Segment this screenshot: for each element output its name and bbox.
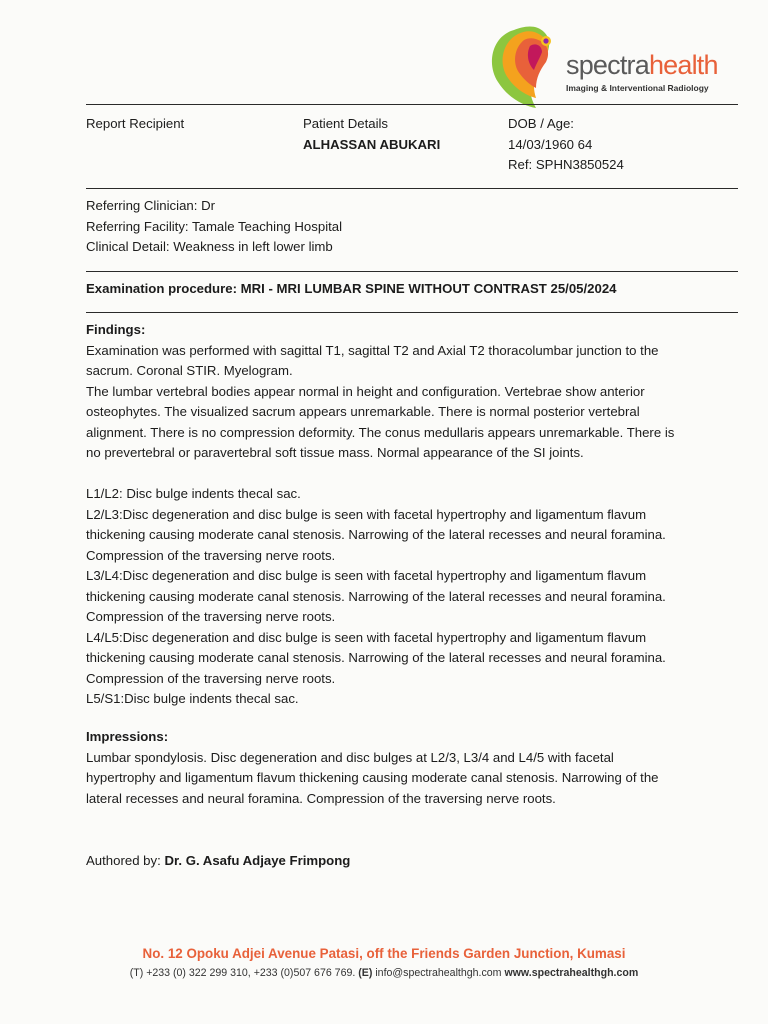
level-finding: L1/L2: Disc bulge indents thecal sac.: [86, 486, 301, 501]
patient-column: [303, 114, 440, 155]
author-name: Dr. G. Asafu Adjaye Frimpong: [164, 853, 351, 868]
findings-line: sacrum. Coronal STIR. Myelogram.: [86, 363, 293, 378]
patient-name: ALHASSAN ABUKARI: [303, 136, 441, 152]
paragraph-gap: [86, 464, 746, 485]
brand-name: spectrahealth: [566, 50, 718, 80]
findings-section: [86, 320, 746, 710]
examination-procedure: Examination procedure: MRI - MRI LUMBAR SPINE WITHOUT CONTRAST 25/05/2024: [86, 281, 617, 296]
findings-heading: Findings:: [86, 322, 146, 337]
impressions-line: Lumbar spondylosis. Disc degeneration and disc bulges at L2/3, L3/4 and L4/5 with facetal: [86, 749, 614, 765]
level-finding: L3/L4:Disc degeneration and disc bulge is seen with facetal hypertrophy and ligamentum flavum: [86, 568, 647, 583]
email-label: (E): [358, 967, 373, 979]
level-finding: L2/L3:Disc degeneration and disc bulge is seen with facetal hypertrophy and ligamentum flavum: [86, 506, 647, 522]
footer-contact: [0, 967, 768, 979]
phone-numbers: +233 (0) 322 299 310, +233 (0)507 676 769.: [143, 967, 356, 979]
impressions-heading: Impressions:: [86, 729, 169, 744]
impressions-line: lateral recesses and neural foramina. Compression of the traversing nerve roots.: [86, 790, 556, 806]
brand-tagline: Imaging & Interventional Radiology: [566, 83, 709, 93]
phone-label: (T): [129, 967, 144, 979]
level-finding: L5/S1:Disc bulge indents thecal sac.: [86, 691, 299, 706]
dob-value: 14/03/1960 64: [508, 136, 593, 152]
author-label: Authored by:: [86, 853, 165, 868]
level-finding: Compression of the traversing nerve roots.: [86, 547, 336, 563]
patient-divider: [86, 188, 738, 189]
level-finding: Compression of the traversing nerve roots.: [86, 609, 336, 624]
referral-block: [86, 196, 746, 258]
footer-address: No. 12 Opoku Adjei Avenue Patasi, off the Friends Garden Junction, Kumasi: [142, 946, 626, 961]
level-finding: thickening causing moderate canal stenosis. Narrowing of the lateral recesses and neural foramina.: [86, 527, 666, 542]
referring-clinician: Referring Clinician: Dr: [86, 198, 215, 213]
recipient-column: [86, 114, 184, 135]
email-address: info@spectrahealthgh.com: [372, 967, 502, 979]
level-finding: thickening causing moderate canal stenosis. Narrowing of the lateral recesses and neural foramina.: [86, 588, 666, 604]
referral-divider: [86, 271, 738, 272]
reference-number: Ref: SPHN3850524: [508, 157, 624, 172]
findings-line: Examination was performed with sagittal T1, sagittal T2 and Axial T2 thoracolumbar junction to the: [86, 342, 659, 358]
clinical-detail: Clinical Detail: Weakness in left lower limb: [86, 239, 333, 254]
logo-swoosh-icon: [484, 24, 564, 114]
impressions-line: hypertrophy and ligamentum flavum thickening causing moderate canal stenosis. Narrowing of the: [86, 770, 659, 785]
header-divider: [86, 104, 738, 105]
level-finding: L4/L5:Disc degeneration and disc bulge is seen with facetal hypertrophy and ligamentum flavum: [86, 629, 647, 645]
findings-line: The lumbar vertebral bodies appear normal in height and configuration. Vertebrae show anterior: [86, 383, 645, 399]
referring-facility: Referring Facility: Tamale Teaching Hospital: [86, 218, 343, 234]
patient-label: Patient Details: [303, 116, 389, 131]
level-finding: thickening causing moderate canal stenosis. Narrowing of the lateral recesses and neural foramina.: [86, 650, 666, 665]
website-link[interactable]: www.spectrahealthgh.com: [504, 967, 639, 979]
findings-line: no prevertebral or paravertebral soft tissue mass. Normal appearance of the SI joints.: [86, 445, 584, 460]
dob-column: [508, 114, 624, 176]
findings-line: alignment. There is no compression deformity. The conus medullaris appears unremarkable. There is: [86, 424, 675, 440]
impressions-section: [86, 727, 746, 809]
exam-divider: [86, 312, 738, 313]
spectrahealth-logo: [484, 24, 754, 114]
level-finding: Compression of the traversing nerve roots.: [86, 670, 336, 686]
findings-line: osteophytes. The visualized sacrum appears unremarkable. There is normal posterior vertebral: [86, 404, 640, 419]
recipient-label: Report Recipient: [86, 116, 185, 131]
dob-label: DOB / Age:: [508, 116, 574, 131]
authored-by: [86, 851, 350, 872]
